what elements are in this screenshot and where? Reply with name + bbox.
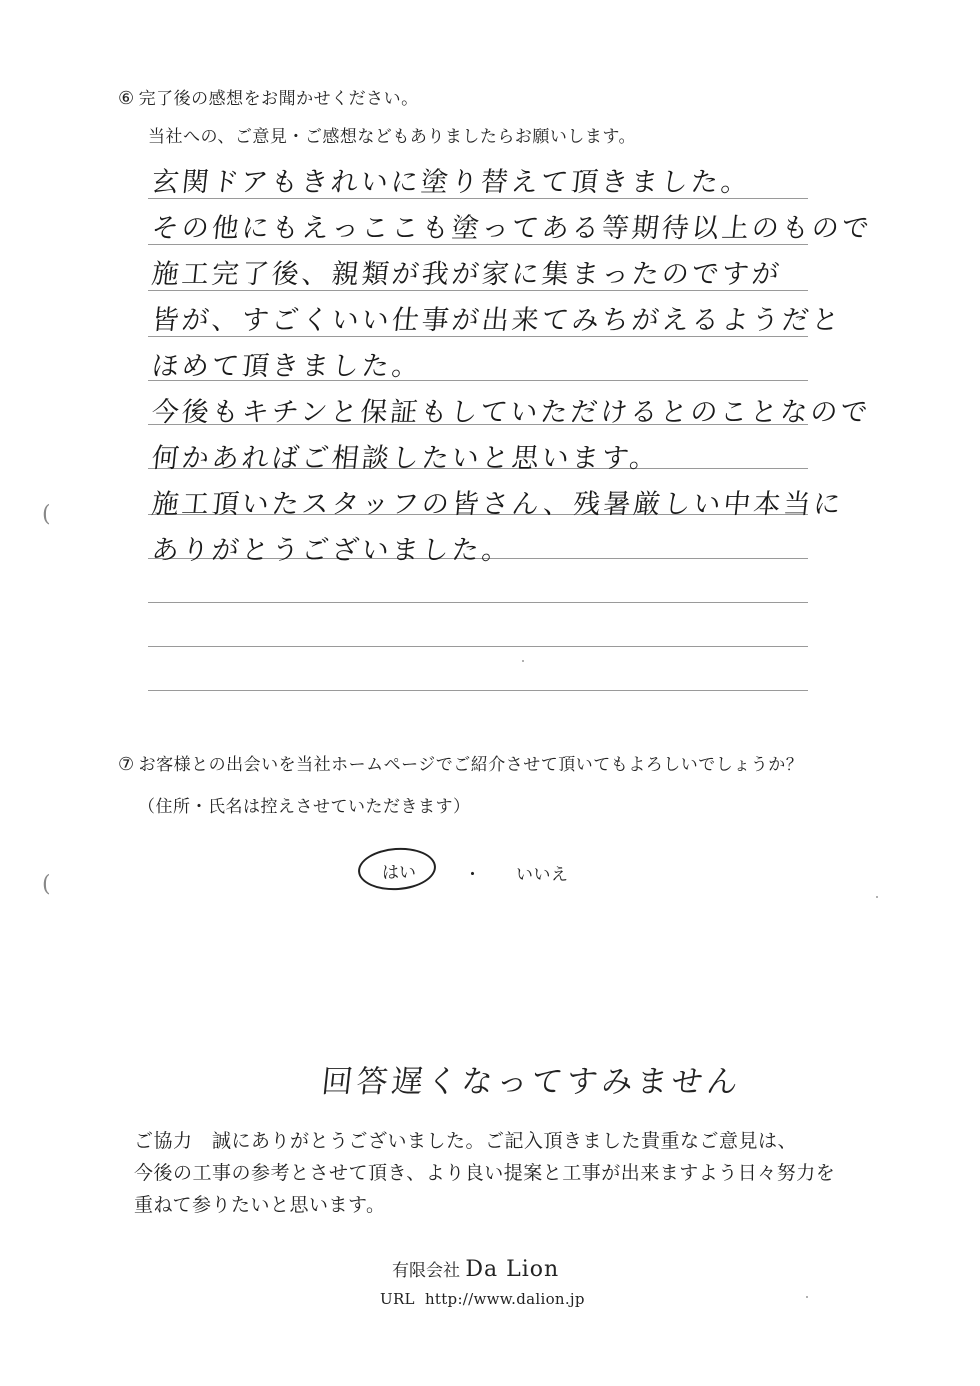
option-yes[interactable]: はい (382, 862, 416, 883)
url-link[interactable]: http://www.dalion.jp (424, 1290, 585, 1308)
company-name-en: Da Lion (465, 1257, 560, 1282)
closing-line: ご協力 誠にありがとうございました。ご記入頂きました貴重なご意見は、 (134, 1130, 798, 1152)
handwritten-line: その他にもえっここも塗ってある等期待以上のもので (150, 213, 874, 244)
handwritten-line: 施工頂いたスタッフの皆さん、残暑厳しい中本当に (150, 489, 845, 520)
scan-dot (876, 896, 878, 898)
handwritten-line: 今後もキチンと保証もしていただけるとのことなので (150, 397, 873, 428)
q7-number: ⑦ (118, 754, 135, 775)
q6-number: ⑥ (118, 88, 135, 109)
closing-line: 今後の工事の参考とさせて頂き、より良い提案と工事が出来ますよう日々努力を (134, 1162, 836, 1184)
writing-line (148, 602, 808, 603)
handwritten-note: 回答遅くなってすみません (319, 1064, 744, 1100)
company-name (392, 1256, 559, 1282)
scan-dot (522, 660, 524, 662)
scan-dot (806, 1296, 808, 1298)
q6-title: 完了後の感想をお聞かせください。 (138, 89, 419, 109)
handwritten-line: 施工完了後、親類が我が家に集まったのですが (150, 259, 784, 290)
handwritten-line: ほめて頂きました。 (150, 351, 424, 382)
option-separator: ・ (464, 865, 482, 885)
handwritten-line: 何かあればご相談したいと思います。 (150, 443, 662, 474)
writing-line (148, 646, 808, 647)
scan-mark: ( (42, 502, 51, 527)
company-url (380, 1290, 585, 1308)
scan-mark: ( (42, 872, 51, 897)
company-name-ja: 有限会社 (392, 1261, 460, 1281)
q7-title: お客様との出会いを当社ホームページでご紹介させて頂いてもよろしいでしょうか？ (138, 755, 804, 775)
closing-line: 重ねて参りたいと思います。 (134, 1194, 386, 1216)
option-no[interactable]: いいえ (516, 865, 569, 885)
handwritten-line: ありがとうございました。 (150, 535, 514, 566)
q7-note: （住所・氏名は控えさせていただきます） (138, 797, 471, 817)
url-label: URL (380, 1290, 415, 1308)
q7-heading (118, 750, 803, 775)
handwritten-line: 皆が、すごくいい仕事が出来てみちがえるようだと (150, 305, 844, 336)
handwritten-line: 玄関ドアもきれいに塗り替えて頂きました。 (150, 167, 753, 198)
q6-heading (118, 84, 419, 109)
writing-line (148, 690, 808, 691)
q6-subtitle: 当社への、ご意見・ご感想などもありましたらお願いします。 (148, 127, 636, 147)
